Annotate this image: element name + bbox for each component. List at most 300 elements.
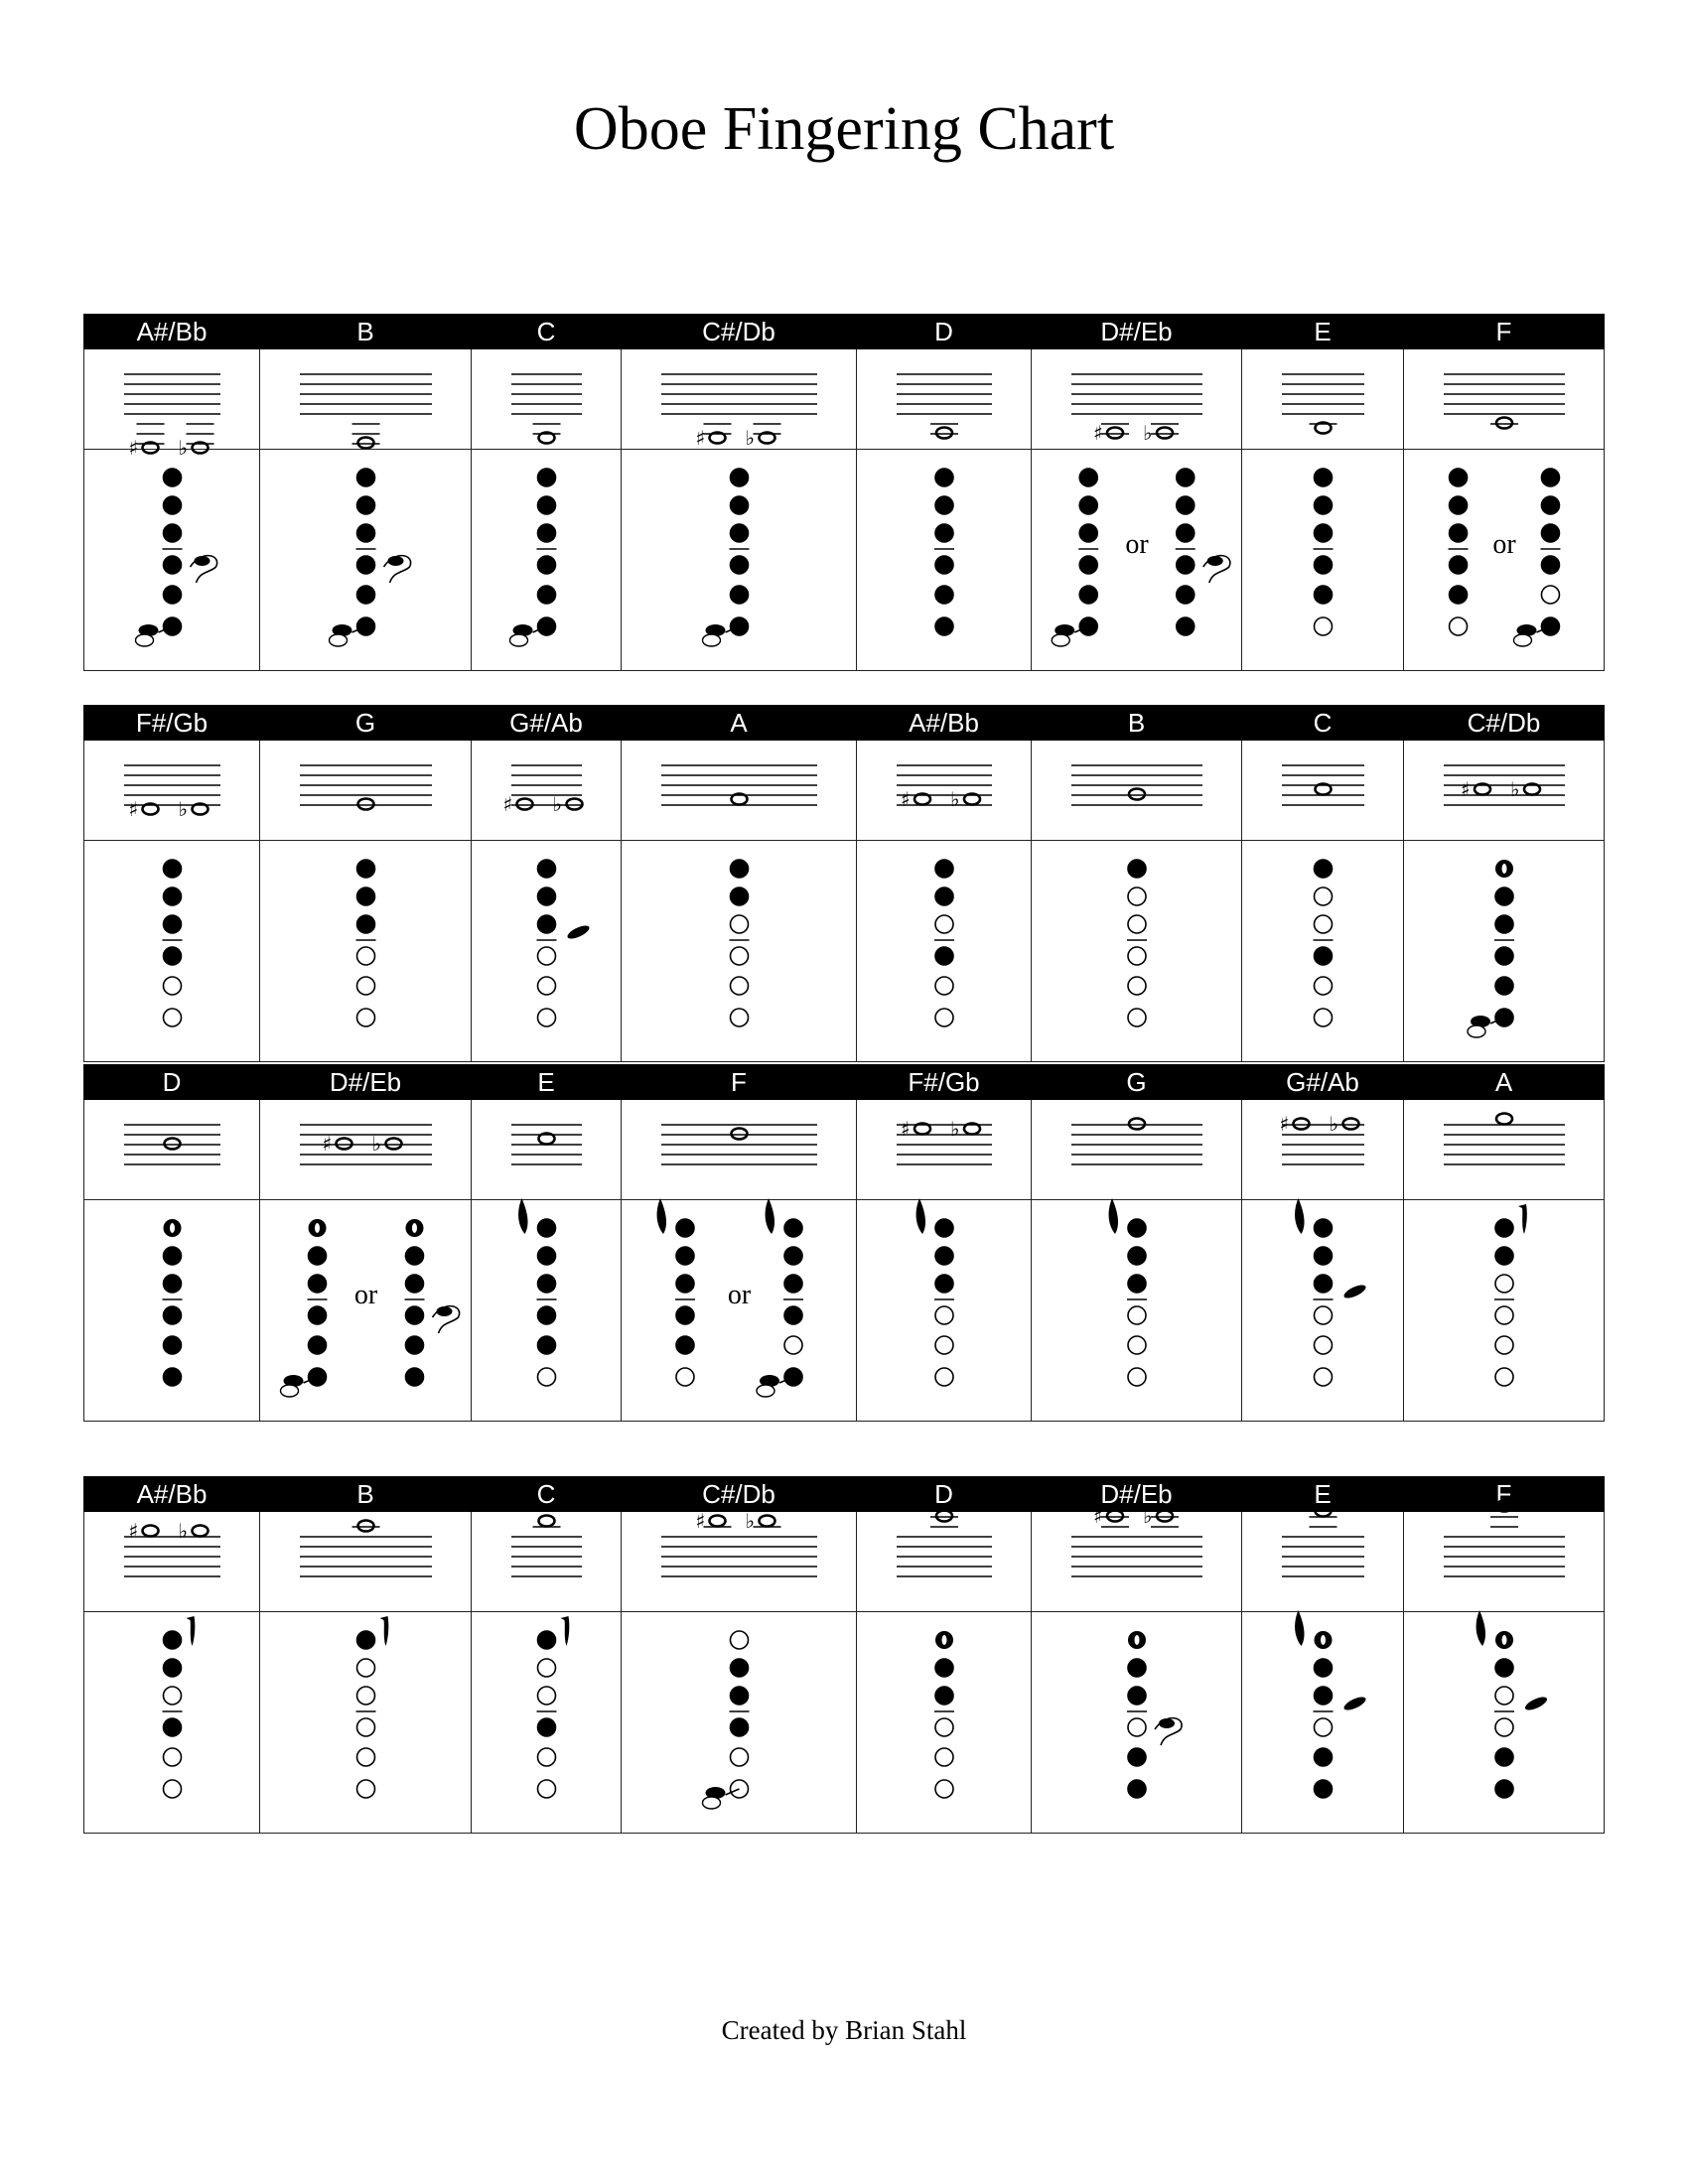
closed-hole [1128,1748,1146,1766]
staff-notation [260,746,472,835]
note-head [358,438,374,449]
staff-cell [857,1100,1032,1200]
note-head [165,1139,181,1150]
sharp-sign: ♯ [695,426,706,450]
staff [124,765,220,821]
closed-hole [935,556,953,574]
closed-hole [731,496,749,514]
note-name: D#/Eb [260,1065,472,1100]
fingering-graphic [260,1206,472,1415]
open-hole [164,1748,182,1766]
open-hole [935,977,953,995]
staff-notation [472,1105,622,1194]
or-label: or [1492,529,1516,560]
fingering-diagram [1052,469,1098,646]
note-name: F#/Gb [84,706,260,741]
closed-hole [164,947,182,965]
closed-hole [164,1659,182,1677]
fingering-cell [472,1612,622,1834]
sharp-sign: ♯ [901,1117,911,1141]
staff [124,374,220,460]
note-name: D [84,1065,260,1100]
fingering-graphic [622,456,857,664]
fingering-cell [857,1200,1032,1422]
closed-hole [164,1336,182,1354]
open-hole [1495,1306,1513,1324]
closed-hole [935,1219,953,1237]
low-key-open [1468,1025,1485,1037]
closed-hole [1495,1748,1513,1766]
closed-hole [357,496,375,514]
note-head [732,1129,748,1140]
staff-notation [472,1517,622,1606]
fingering-cell [472,841,622,1062]
fingering-diagram [1449,469,1469,635]
closed-hole [164,1631,182,1649]
open-hole [357,1718,375,1736]
closed-hole [309,1275,327,1293]
note-name: D [857,1477,1032,1512]
staff-cell [857,1512,1032,1612]
note-head [936,428,952,439]
fingering-cell [84,841,260,1062]
staff-cell [1242,349,1404,450]
closed-hole [538,496,556,514]
closed-hole [1079,524,1097,542]
open-hole [357,1748,375,1766]
fingering-cell [1242,1612,1404,1834]
staff-notation [622,1105,857,1194]
note-head [517,799,533,810]
closed-hole [935,617,953,635]
staff-cell [857,349,1032,450]
staff [503,765,583,816]
open-hole [538,1748,556,1766]
fingering-cell [622,1612,857,1834]
octave-hook-key [380,1616,389,1646]
note-head [710,1516,726,1527]
flat-sign: ♭ [1510,777,1520,801]
fingering-diagram [1477,1610,1549,1798]
fingering-cell [84,1612,260,1834]
flat-sign: ♭ [1143,421,1153,445]
note-head [358,799,374,810]
fingering-cell [1404,1200,1605,1422]
sharp-sign: ♯ [1279,1112,1290,1136]
closed-hole [405,1306,423,1324]
note-name: A [1404,1065,1605,1100]
closed-hole [1315,556,1333,574]
note-head [936,1511,952,1522]
note-head [1157,428,1173,439]
closed-hole [309,1306,327,1324]
note-name: D#/Eb [1032,1477,1242,1512]
fingering-cell [260,1612,472,1834]
fingering-diagram [518,1198,556,1386]
open-hole [164,1780,182,1798]
low-key-open [510,634,528,646]
note-name: B [1032,706,1242,741]
staff [300,374,432,449]
open-hole [357,947,375,965]
staff-notation [1242,1105,1404,1194]
closed-hole [1177,496,1195,514]
open-hole [164,1009,182,1026]
gsharp-key [1523,1695,1549,1712]
note-name: C#/Db [622,1477,857,1512]
fingering-graphic [622,847,857,1055]
low-key-open [757,1385,774,1397]
open-hole [731,977,749,995]
fingering-cell [260,450,472,671]
gsharp-key [1342,1695,1368,1712]
fingering-graphic [84,1206,260,1415]
open-hole [935,1306,953,1324]
note-name: A [622,706,857,741]
open-hole [538,1009,556,1026]
staff-notation [260,1517,472,1606]
closed-hole [1177,524,1195,542]
closed-hole [731,556,749,574]
closed-hole [1315,469,1333,486]
low-key-open [281,1385,299,1397]
fingering-cell [472,1200,622,1422]
closed-hole [935,860,953,878]
octave-key [1295,1610,1304,1646]
staff [1444,1114,1565,1165]
fingering-graphic [857,456,1032,664]
fingering-cell [1404,1612,1605,1834]
open-hole [1450,617,1468,635]
fingering-graphic [1242,456,1404,664]
closed-hole [164,1368,182,1386]
flat-sign: ♭ [950,787,960,811]
closed-hole [538,556,556,574]
fingering-cell [857,450,1032,671]
staff-cell [472,1100,622,1200]
open-hole [1315,1368,1333,1386]
fingering-diagram [703,1631,750,1809]
fingering-graphic [857,847,1032,1055]
sharp-sign: ♯ [502,792,513,816]
closed-hole [538,887,556,905]
fingering-diagram [1295,1610,1367,1798]
open-hole [538,1368,556,1386]
half-hole-gap [1321,1635,1326,1645]
closed-hole [784,1247,802,1265]
closed-hole [1495,1780,1513,1798]
staff-cell [622,349,857,450]
fingering-diagram [1109,1198,1147,1386]
open-hole [1315,887,1333,905]
staff [661,1125,817,1164]
closed-hole [731,469,749,486]
fingering-cell [1242,1200,1404,1422]
note-name: E [1242,1477,1404,1512]
open-hole [1315,977,1333,995]
staff-cell [84,349,260,460]
fingering-cell [622,450,857,671]
fingering-diagram [1494,1204,1527,1386]
note-head [337,1139,352,1150]
closed-hole [164,915,182,933]
closed-hole [538,1219,556,1237]
closed-hole [784,1275,802,1293]
open-hole [935,1336,953,1354]
note-head [1294,1119,1310,1130]
sharp-sign: ♯ [695,1509,706,1533]
closed-hole [1128,1780,1146,1798]
closed-hole [538,1247,556,1265]
staff-notation [1404,746,1605,835]
staff [124,1125,220,1164]
fingering-diagram [934,860,954,1026]
closed-hole [731,887,749,905]
fingering-diagram [163,1616,196,1798]
open-hole [935,1009,953,1026]
open-hole [935,1748,953,1766]
flat-sign: ♭ [1143,1504,1153,1528]
open-hole [1128,1306,1146,1324]
staff [1282,1506,1364,1577]
staff [897,1117,992,1164]
closed-hole [1315,1275,1333,1293]
open-hole [1128,1368,1146,1386]
note-head [143,1526,159,1537]
note-head [386,1139,402,1150]
open-hole [1495,1336,1513,1354]
note-name: E [472,1065,622,1100]
closed-hole [1177,586,1195,604]
staff [1282,374,1364,434]
staff-notation [260,354,472,444]
closed-hole [164,524,182,542]
open-hole [1315,1336,1333,1354]
low-key-open [1052,634,1069,646]
staff [124,1519,220,1576]
or-label: or [353,1280,378,1310]
fingering-diagram [1127,1631,1182,1798]
closed-hole [935,524,953,542]
note-head [193,1526,209,1537]
closed-hole [1177,556,1195,574]
staff [661,765,817,805]
closed-hole [1079,469,1097,486]
low-key-open [1513,634,1531,646]
staff [1071,374,1202,445]
sharp-sign: ♯ [128,797,139,821]
sharp-sign: ♯ [322,1132,333,1156]
octave-key [1109,1198,1118,1234]
or-label: or [727,1280,752,1310]
closed-hole [357,887,375,905]
open-hole [731,1009,749,1026]
closed-hole [1315,860,1333,878]
closed-hole [1450,524,1468,542]
closed-hole [538,915,556,933]
closed-hole [309,1247,327,1265]
staff-cell [1032,349,1242,450]
open-hole [731,915,749,933]
staff-cell [1242,1512,1404,1612]
staff [897,1511,992,1577]
closed-hole [538,1275,556,1293]
closed-hole [1177,617,1195,635]
staff-notation [84,1517,260,1606]
open-hole [676,1368,694,1386]
closed-hole [1495,915,1513,933]
low-key-open [330,634,348,646]
sharp-sign: ♯ [128,1519,139,1543]
fingering-diagram [757,1198,803,1397]
closed-hole [1128,1659,1146,1677]
closed-hole [357,860,375,878]
closed-hole [1315,496,1333,514]
fingering-graphic [1032,456,1242,664]
staff-cell [1032,1504,1242,1612]
staff-cell [84,1512,260,1612]
fingering-diagram [1314,860,1334,1026]
open-hole [1315,1009,1333,1026]
fingering-diagram [1176,469,1230,635]
closed-hole [935,496,953,514]
staff-cell [472,349,622,450]
closed-hole [1541,496,1559,514]
open-hole [1128,1336,1146,1354]
staff-notation [857,746,1032,835]
closed-hole [731,586,749,604]
closed-hole [1177,469,1195,486]
closed-hole [935,1687,953,1705]
staff-notation [1404,354,1605,444]
staff-notation [622,1509,857,1606]
flat-sign: ♭ [552,792,562,816]
side-key [1159,1718,1175,1728]
side-key [1207,556,1223,566]
closed-hole [1079,496,1097,514]
open-hole [1128,947,1146,965]
side-key [436,1306,452,1316]
staff-cell [1242,741,1404,841]
fingering-cell [1032,841,1242,1062]
open-hole [1128,1009,1146,1026]
fingering-diagram [537,860,592,1026]
open-hole [1128,1718,1146,1736]
closed-hole [309,1368,327,1386]
fingering-cell [1404,841,1605,1062]
gsharp-key [1342,1283,1368,1300]
gsharp-key [566,923,592,941]
octave-key [1295,1198,1304,1234]
closed-hole [1541,524,1559,542]
staff-notation [84,1105,260,1194]
fingering-cell [472,450,622,671]
open-hole [1495,1368,1513,1386]
staff-cell [260,1512,472,1612]
note-name: F [1404,315,1605,349]
closed-hole [1079,586,1097,604]
closed-hole [357,915,375,933]
closed-hole [538,524,556,542]
fingering-graphic [472,456,622,664]
staff-cell [622,741,857,841]
staff [300,1521,432,1577]
closed-hole [731,524,749,542]
open-hole [538,1659,556,1677]
staff [1280,1112,1365,1164]
closed-hole [1079,556,1097,574]
closed-hole [357,586,375,604]
closed-hole [784,1306,802,1324]
sharp-sign: ♯ [1093,1504,1103,1528]
fingering-cell [857,1612,1032,1834]
note-name: A#/Bb [857,706,1032,741]
note-head [567,799,583,810]
staff-notation [1032,354,1242,444]
closed-hole [1495,977,1513,995]
fingering-graphic [857,1618,1032,1827]
staff [300,1125,432,1164]
open-hole [538,1687,556,1705]
staff [1071,1504,1202,1576]
closed-hole [676,1219,694,1237]
octave-key [1477,1610,1485,1646]
staff [1444,1501,1565,1577]
open-hole [935,1718,953,1736]
half-hole-gap [412,1223,417,1233]
closed-hole [405,1336,423,1354]
note-head [358,1521,374,1532]
closed-hole [538,1718,556,1736]
staff-cell [260,349,472,450]
note-name: G [1032,1065,1242,1100]
open-hole [1495,1687,1513,1705]
closed-hole [1450,556,1468,574]
fingering-cell [1242,450,1404,671]
open-hole [538,977,556,995]
open-hole [1315,1718,1333,1736]
closed-hole [1315,586,1333,604]
fingering-diagram [1127,860,1147,1026]
footer-credit: Created by Brian Stahl [721,2015,967,2045]
closed-hole [164,1718,182,1736]
closed-hole [1315,1687,1333,1705]
closed-hole [357,556,375,574]
closed-hole [935,1247,953,1265]
open-hole [1128,915,1146,933]
closed-hole [309,1336,327,1354]
fingering-graphic [1032,1618,1242,1827]
flat-sign: ♭ [178,436,188,460]
open-hole [784,1336,802,1354]
flat-sign: ♭ [950,1117,960,1141]
closed-hole [538,860,556,878]
staff-notation [1032,1504,1242,1606]
open-hole [538,1780,556,1798]
chart-row [83,705,1604,1062]
octave-hook-key [187,1616,196,1646]
staff [1444,374,1565,429]
half-hole-gap [1502,1635,1507,1645]
closed-hole [1128,1687,1146,1705]
fingering-diagram [934,469,954,635]
closed-hole [357,1631,375,1649]
note-name: A#/Bb [84,315,260,349]
fingering-graphic [84,456,260,664]
fingering-cell [1032,450,1242,671]
fingering-diagram [1468,860,1514,1037]
staff-cell [1404,349,1605,450]
